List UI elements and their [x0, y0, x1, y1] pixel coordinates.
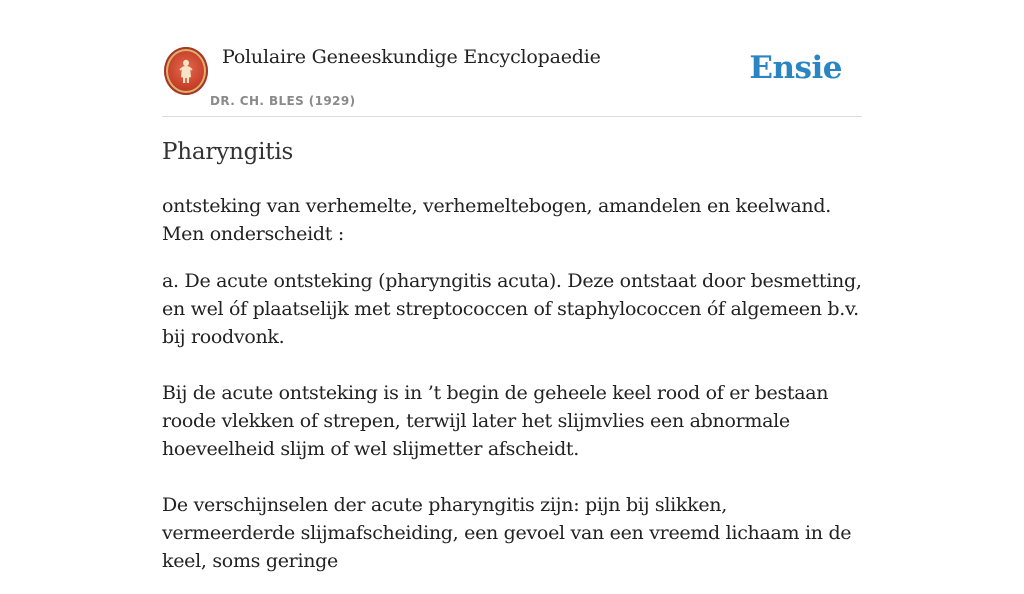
- entry-title: Pharyngitis: [162, 139, 294, 165]
- article-body: [162, 192, 862, 594]
- article-paragraph: a. De acute ontsteking (pharyngitis acuta). Deze ontstaat door besmetting, en wel óf plaatselijk met streptococcen of staphylococcen óf algemeen b.v. bij roodvonk.: [162, 270, 862, 348]
- header: [162, 40, 862, 117]
- brand-logo[interactable]: Ensie: [749, 50, 842, 86]
- book-cover-icon[interactable]: [164, 47, 208, 95]
- figure-icon: [176, 58, 196, 84]
- article-paragraph: ontsteking van verhemelte, verhemeltebogen, amandelen en keelwand. Men onderscheidt :: [162, 195, 831, 245]
- book-author: DR. CH. BLES (1929): [210, 94, 356, 108]
- article-paragraph: De verschijnselen der acute pharyngitis zijn: pijn bij slikken, vermeerderde slijmafscheiding, een gevoel van een vreemd lichaam in de keel, soms geringe: [162, 494, 852, 572]
- article-paragraph: Bij de acute ontsteking is in ’t begin de geheele keel rood of er bestaan roode vlekken of strepen, terwijl later het slijmvlies een abnormale hoeveelheid slijm of wel slijmetter afscheidt.: [162, 382, 829, 460]
- book-title[interactable]: Polulaire Geneeskundige Encyclopaedie: [222, 46, 601, 68]
